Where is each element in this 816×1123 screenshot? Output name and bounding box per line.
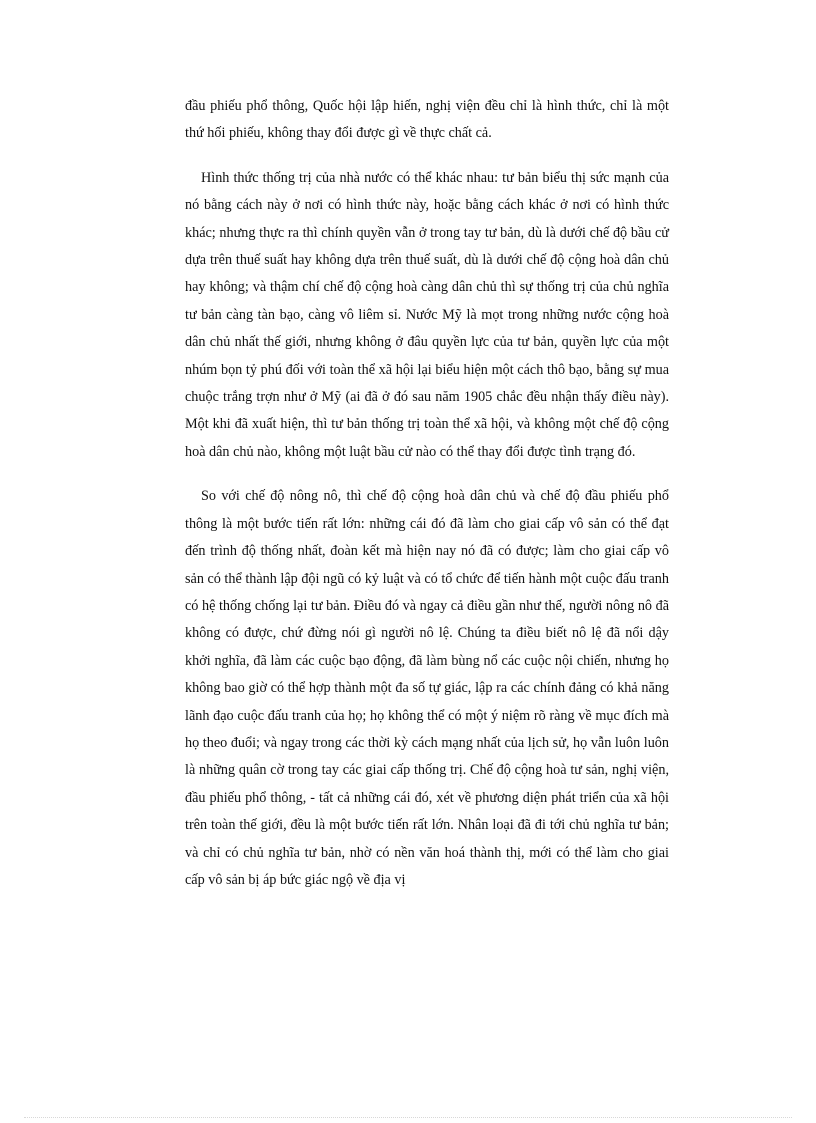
paragraph-2: Hình thức thống trị của nhà nước có thể khác nhau: tư bản biểu thị sức mạnh của nó bằng cách này ở nơi có hình thức này, hoặc bằng cách khác ở nơi có hình thức khác; nhưng thực ra thì chính quyền vẫn ở trong tay tư bản, dù là dưới chế độ bầu cử dựa trên thuế suất hay không dựa trên thuế suất, dù là dưới chế độ cộng hoà dân chủ hay không; và thậm chí chế độ cộng hoà càng dân chủ thì sự thống trị của chủ nghĩa tư bản càng tàn bạo, càng vô liêm sỉ. Nước Mỹ là mọt trong những nước cộng hoà dân chủ nhất thế giới, nhưng không ở đâu quyền lực của tư bản, quyền lực của một nhúm bọn tỷ phú đối với toàn thể xã hội lại biểu hiện một cách thô bạo, bằng sự mua chuộc trắng trợn như ở Mỹ (ai đã ở đó sau năm 1905 chắc đều nhận thấy điều này). Một khi đã xuất hiện, thì tư bản thống trị toàn thể xã hội, và không một chế độ cộng hoà dân chủ nào, không một luật bầu cử nào có thể thay đổi được tình trạng đó. (185, 169, 669, 460)
paragraph-spacer (185, 148, 669, 165)
paragraph-spacer (185, 466, 669, 483)
paragraph-3: So với chế độ nông nô, thì chế độ cộng hoà dân chủ và chế độ đầu phiếu phổ thông là một bước tiến rất lớn: những cái đó đã làm cho giai cấp vô sản có thể đạt đến trình độ thống nhất, đoàn kết mà hiện nay nó đã có được; làm cho giai cấp vô sản có thể thành lập đội ngũ có kỷ luật và có tổ chức để tiến hành một cuộc đấu tranh có hệ thống chống lại tư bản. Điều đó và ngay cả điều gần như thế, người nông nô đã không có được, chứ đừng nói gì người nô lệ. Chúng ta điều biết nô lệ đã nổi dậy khởi nghĩa, đã làm các cuộc bạo động, đã làm bùng nổ các cuộc nội chiến, nhưng họ không bao giờ có thể hợp thành một đa số tự giác, lập ra các chính đảng có khả năng lãnh đạo cuộc đấu tranh của họ; họ không thể có một ý niệm rõ ràng về mục đích mà họ theo đuổi; và ngay trong các thời kỳ cách mạng nhất của lịch sử, họ vẫn luôn luôn là những quân cờ trong tay các giai cấp thống trị. Chế độ cộng hoà tư sản, nghị viện, đầu phiếu phổ thông, - tất cả những cái đó, xét về phương diện phát triển của xã hội trên toàn thế giới, đều là một bước tiến rất lớn. Nhân loại đã đi tới chủ nghĩa tư bản; và chỉ có chủ nghĩa tư bản, nhờ có nền văn hoá thành thị, mới có thể làm cho giai cấp vô sản bị áp bức giác ngộ về địa vị (185, 488, 669, 888)
document-body (185, 93, 669, 894)
paragraph-1: đầu phiếu phổ thông, Quốc hội lập hiến, nghị viện đều chỉ là hình thức, chỉ là một thứ hối phiếu, không thay đổi được gì về thực chất cả. (185, 98, 669, 142)
page-bottom-divider (24, 1117, 792, 1118)
